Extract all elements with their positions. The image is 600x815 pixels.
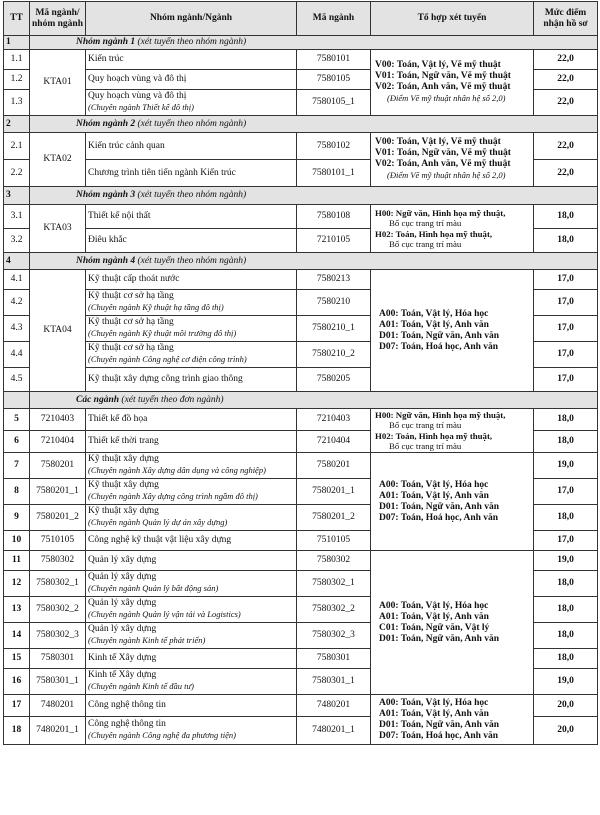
table-row (4, 695, 598, 717)
header-group: Nhóm ngành/Ngành (86, 2, 297, 36)
row-major-code: 7580302_1 (297, 571, 371, 597)
row-tt: 3.2 (4, 229, 30, 253)
row-major-code: 7580201_1 (297, 479, 371, 505)
major-name: Quản lý xây dựng (88, 572, 157, 582)
major-specialization: (Chuyên ngành Kinh tế phát triển) (88, 635, 206, 645)
combo-item: V00: Toán, Vật lý, Vẽ mỹ thuật (375, 137, 501, 147)
row-major-name (86, 505, 297, 531)
combo-item: D01: Toán, Ngữ văn, Anh văn (379, 633, 500, 644)
group-header-row (4, 187, 598, 205)
row-score: 22,0 (534, 160, 598, 187)
row-major-name (86, 571, 297, 597)
combo-item: V01: Toán, Ngữ văn, Vẽ mỹ thuật (375, 71, 511, 81)
row-major-code: 7580201_2 (297, 505, 371, 531)
row-tt: 18 (4, 717, 30, 745)
row-tt: 1.3 (4, 90, 30, 116)
major-name: Kinh tế Xây dựng (88, 670, 157, 680)
group-title (30, 36, 598, 50)
row-code: 7580201_2 (30, 505, 86, 531)
row-tt: 16 (4, 669, 30, 695)
combo-item: A00: Toán, Vật lý, Hóa học (379, 479, 489, 490)
combo-item: D01: Toán, Ngữ văn, Anh văn (379, 501, 500, 512)
major-name: Kỹ thuật xây dựng (88, 506, 159, 516)
row-score: 18,0 (534, 505, 598, 531)
row-major-name (86, 160, 297, 187)
row-major-name (86, 717, 297, 745)
header-score (534, 2, 598, 36)
group-code: KTA01 (30, 50, 86, 116)
major-specialization: (Chuyên ngành Xây dựng dân dụng và công nghiệp) (88, 465, 266, 475)
group-tt: 3 (4, 187, 30, 205)
row-major-name (86, 342, 297, 368)
row-score: 20,0 (534, 695, 598, 717)
group-code: KTA04 (30, 270, 86, 392)
row-score: 18,0 (534, 597, 598, 623)
row-major-code: 7580301 (297, 649, 371, 669)
row-tt: 4.3 (4, 316, 30, 342)
major-name: Quy hoạch vùng và đô thị (88, 91, 187, 101)
combo-item: A01: Toán, Vật lý, Anh văn (379, 611, 489, 622)
row-score: 18,0 (534, 623, 598, 649)
combo-item-text: H02: Toán, Hình họa mỹ thuật, (375, 228, 493, 239)
row-major-code: 7480201 (297, 695, 371, 717)
combo-item: D01: Toán, Ngữ văn, Anh văn (379, 719, 500, 730)
combo-item: D07: Toán, Hoá học, Anh văn (379, 341, 499, 352)
group-header-row (4, 36, 598, 50)
combo-item: V02: Toán, Anh văn, Vẽ mỹ thuật (375, 82, 511, 92)
major-name: Chương trình tiên tiến ngành Kiến trúc (88, 167, 236, 178)
row-major-code: 7580210_1 (297, 316, 371, 342)
major-specialization: (Chuyên ngành Kỹ thuật hạ tầng đô thị) (88, 302, 224, 312)
combo-item: H00: Ngữ văn, Hình họa mỹ thuật, (375, 409, 506, 420)
row-score: 22,0 (534, 90, 598, 116)
row-tt: 10 (4, 531, 30, 551)
row-major-name (86, 205, 297, 229)
row-major-code: 7580101 (297, 50, 371, 70)
group-title (30, 392, 598, 409)
combo-note: (Điểm Vẽ mỹ thuật nhân hệ số 2,0) (387, 93, 506, 103)
row-major-code: 7580302 (297, 551, 371, 571)
group-title-note: (xét tuyển theo nhóm ngành) (135, 190, 247, 200)
major-name: Công nghệ thông tin (88, 700, 166, 710)
group-title-note: (xét tuyển theo nhóm ngành) (135, 37, 247, 47)
row-tt: 4.5 (4, 368, 30, 392)
major-name: Kỹ thuật xây dựng (88, 480, 159, 490)
group-title-text: Nhóm ngành 4 (76, 255, 136, 266)
major-specialization: (Chuyên ngành Công nghệ đa phương tiện) (88, 730, 236, 740)
header-major-code: Mã ngành (297, 2, 371, 36)
row-major-code: 7580102 (297, 133, 371, 160)
row-combos (371, 453, 534, 551)
row-major-name (86, 623, 297, 649)
row-score: 19,0 (534, 669, 598, 695)
row-tt: 2.2 (4, 160, 30, 187)
row-major-name (86, 409, 297, 431)
row-tt: 11 (4, 551, 30, 571)
row-major-name (86, 133, 297, 160)
row-combos (371, 205, 534, 253)
row-score: 18,0 (534, 649, 598, 669)
combo-item-cont: Bố cục trang trí màu (389, 420, 462, 430)
table-row (4, 409, 598, 431)
row-tt: 2.1 (4, 133, 30, 160)
row-score: 18,0 (534, 409, 598, 431)
group-title (30, 187, 598, 205)
combo-item: A01: Toán, Vật lý, Anh văn (379, 708, 489, 719)
row-score: 22,0 (534, 70, 598, 90)
row-tt: 4.4 (4, 342, 30, 368)
row-code: 7510105 (30, 531, 86, 551)
combo-item: A00: Toán, Vật lý, Hóa học (379, 308, 489, 319)
row-major-name (86, 229, 297, 253)
row-score: 17,0 (534, 270, 598, 290)
major-name: Quản lý xây dựng (88, 555, 157, 565)
row-major-code: 7510105 (297, 531, 371, 551)
row-major-code: 7580210 (297, 290, 371, 316)
combo-item: A00: Toán, Vật lý, Hóa học (379, 600, 489, 611)
row-combos (371, 270, 534, 392)
combo-item (375, 229, 492, 239)
major-name: Điêu khắc (88, 235, 127, 245)
combo-item-cont: Bố cục trang trí màu (389, 441, 462, 451)
row-tt: 4.2 (4, 290, 30, 316)
row-major-name (86, 270, 297, 290)
row-major-name (86, 453, 297, 479)
group-header-row (4, 392, 598, 409)
row-combos (371, 50, 534, 116)
row-major-code: 7580108 (297, 205, 371, 229)
row-major-name (86, 479, 297, 505)
row-tt: 15 (4, 649, 30, 669)
header-code-line1: Mã ngành/ (35, 7, 80, 18)
row-major-name (86, 649, 297, 669)
group-title-note: (xét tuyển theo nhóm ngành) (135, 255, 247, 266)
row-major-code: 7580302_3 (297, 623, 371, 649)
row-code: 7210404 (30, 431, 86, 453)
row-major-code: 7580105 (297, 70, 371, 90)
group-title-note: (xét tuyển theo nhóm ngành) (135, 118, 247, 129)
row-score: 17,0 (534, 531, 598, 551)
major-specialization: (Chuyên ngành Kỹ thuật môi trường đô thị) (88, 328, 237, 338)
row-major-name (86, 90, 297, 116)
row-score: 17,0 (534, 290, 598, 316)
combo-item: D07: Toán, Hoá học, Anh văn (379, 512, 499, 523)
row-score: 17,0 (534, 479, 598, 505)
group-tt (4, 392, 30, 409)
table-row (4, 551, 598, 571)
header-combos: Tổ hợp xét tuyển (371, 2, 534, 36)
table-row (4, 205, 598, 229)
group-code: KTA02 (30, 133, 86, 187)
major-name: Kỹ thuật xây dựng công trình giao thông (88, 374, 243, 384)
row-score: 17,0 (534, 342, 598, 368)
row-combos (371, 133, 534, 187)
row-tt: 14 (4, 623, 30, 649)
combo-item: A00: Toán, Vật lý, Hóa học (379, 697, 489, 708)
major-name: Kỹ thuật cơ sở hạ tầng (88, 291, 174, 301)
major-name: Quản lý xây dựng (88, 624, 157, 634)
group-title-text: Nhóm ngành 3 (76, 190, 136, 200)
row-major-code: 7580101_1 (297, 160, 371, 187)
row-tt: 5 (4, 409, 30, 431)
major-name: Quản lý xây dựng (88, 598, 157, 608)
header-score-line2: nhận hồ sơ (543, 18, 588, 29)
major-name: Kiến trúc (88, 54, 124, 64)
row-code: 7580301 (30, 649, 86, 669)
admission-table-container (3, 1, 597, 745)
major-name: Kiến trúc cảnh quan (88, 140, 165, 151)
combo-item-cont: Bố cục trang trí màu (389, 218, 462, 228)
major-name: Kỹ thuật xây dựng (88, 454, 159, 464)
major-specialization: (Chuyên ngành Quản lý bất động sản) (88, 583, 219, 593)
major-name: Kỹ thuật cơ sở hạ tầng (88, 317, 174, 327)
group-tt: 4 (4, 253, 30, 270)
row-score: 18,0 (534, 571, 598, 597)
row-code: 7580201 (30, 453, 86, 479)
table-row (4, 50, 598, 70)
row-tt: 6 (4, 431, 30, 453)
row-major-code: 7210403 (297, 409, 371, 431)
table-row (4, 133, 598, 160)
combo-item: V00: Toán, Vật lý, Vẽ mỹ thuật (375, 60, 501, 70)
header-row (4, 2, 598, 36)
row-major-name (86, 669, 297, 695)
row-major-code: 7210105 (297, 229, 371, 253)
row-score: 20,0 (534, 717, 598, 745)
row-major-name (86, 290, 297, 316)
row-major-name (86, 431, 297, 453)
row-tt: 7 (4, 453, 30, 479)
admission-score-table (3, 1, 598, 745)
combo-item: D07: Toán, Hoá học, Anh văn (379, 730, 499, 741)
group-title-text: Nhóm ngành 1 (76, 37, 136, 47)
group-code: KTA03 (30, 205, 86, 253)
combo-item-text: H00: Ngữ văn, Hình họa mỹ thuật, (375, 207, 506, 218)
combo-item: D01: Toán, Ngữ văn, Anh văn (379, 330, 500, 341)
row-tt: 3.1 (4, 205, 30, 229)
combo-item: H02: Toán, Hình họa mỹ thuật, (375, 430, 493, 441)
row-tt: 12 (4, 571, 30, 597)
major-specialization: (Chuyên ngành Thiết kế đô thị) (88, 102, 194, 112)
row-score: 19,0 (534, 551, 598, 571)
major-name: Quy hoạch vùng và đô thị (88, 74, 187, 84)
row-major-name (86, 368, 297, 392)
row-major-name (86, 316, 297, 342)
row-combos (371, 409, 534, 453)
row-major-code: 7580205 (297, 368, 371, 392)
header-code-line2: nhóm ngành (32, 18, 83, 29)
major-specialization: (Chuyên ngành Quản lý dự án xây dựng) (88, 517, 228, 527)
major-name: Công nghệ kỹ thuật vật liệu xây dựng (88, 535, 232, 545)
row-score: 19,0 (534, 453, 598, 479)
major-name: Thiết kế thời trang (88, 436, 159, 446)
row-major-code: 7580105_1 (297, 90, 371, 116)
combo-note: (Điểm Vẽ mỹ thuật nhân hệ số 2,0) (387, 170, 506, 180)
row-score: 17,0 (534, 316, 598, 342)
row-score: 18,0 (534, 431, 598, 453)
row-major-name (86, 70, 297, 90)
row-major-name (86, 531, 297, 551)
row-major-code: 7580301_1 (297, 669, 371, 695)
combo-item (375, 208, 505, 218)
row-major-name (86, 695, 297, 717)
table-row (4, 270, 598, 290)
row-score: 17,0 (534, 368, 598, 392)
row-tt: 4.1 (4, 270, 30, 290)
row-major-name (86, 597, 297, 623)
combo-item: V01: Toán, Ngữ văn, Vẽ mỹ thuật (375, 148, 511, 158)
row-tt: 8 (4, 479, 30, 505)
row-major-code: 7580302_2 (297, 597, 371, 623)
group-title-text: Các ngành (76, 394, 120, 405)
combo-item-cont: Bố cục trang trí màu (389, 239, 462, 249)
row-code: 7480201_1 (30, 717, 86, 745)
group-header-row (4, 253, 598, 270)
row-score: 18,0 (534, 229, 598, 253)
row-tt: 1.2 (4, 70, 30, 90)
major-name: Kinh tế Xây dựng (88, 653, 157, 663)
combo-item: A01: Toán, Vật lý, Anh văn (379, 490, 489, 501)
row-tt: 13 (4, 597, 30, 623)
row-score: 18,0 (534, 205, 598, 229)
row-code: 7210403 (30, 409, 86, 431)
combo-item: C01: Toán, Ngữ văn, Vật lý (379, 622, 490, 633)
group-tt: 1 (4, 36, 30, 50)
row-code: 7580302_2 (30, 597, 86, 623)
group-title (30, 253, 598, 270)
header-tt: TT (4, 2, 30, 36)
row-code: 7580302_3 (30, 623, 86, 649)
row-code: 7480201 (30, 695, 86, 717)
row-combos (371, 551, 534, 695)
group-tt: 2 (4, 116, 30, 133)
major-specialization: (Chuyên ngành Kinh tế đầu tư) (88, 681, 194, 691)
group-title-text: Nhóm ngành 2 (76, 118, 136, 129)
row-code: 7580201_1 (30, 479, 86, 505)
row-code: 7580302_1 (30, 571, 86, 597)
major-name: Kỹ thuật cấp thoát nước (88, 274, 180, 284)
header-code (30, 2, 86, 36)
group-title-note: (xét tuyển theo đơn ngành) (119, 394, 224, 405)
major-name: Thiết kế đồ họa (88, 414, 148, 424)
row-combos (371, 695, 534, 745)
major-specialization: (Chuyên ngành Công nghệ cơ điện công trình) (88, 354, 247, 364)
group-header-row (4, 116, 598, 133)
major-name: Công nghệ thông tin (88, 719, 166, 729)
major-specialization: (Chuyên ngành Quản lý vận tải và Logistics) (88, 609, 241, 619)
row-tt: 17 (4, 695, 30, 717)
row-tt: 9 (4, 505, 30, 531)
major-name: Thiết kế nội thất (88, 211, 151, 221)
header-score-line1: Mức điểm (544, 7, 587, 18)
row-major-name (86, 551, 297, 571)
row-major-code: 7580213 (297, 270, 371, 290)
row-major-name (86, 50, 297, 70)
row-code: 7580302 (30, 551, 86, 571)
row-major-code: 7480201_1 (297, 717, 371, 745)
major-specialization: (Chuyên ngành Xây dựng công trình ngầm đô thị) (88, 491, 258, 501)
row-tt: 1.1 (4, 50, 30, 70)
group-title (30, 116, 598, 133)
major-name: Kỹ thuật cơ sở hạ tầng (88, 343, 174, 353)
row-major-code: 7580201 (297, 453, 371, 479)
row-code: 7580301_1 (30, 669, 86, 695)
table-row (4, 453, 598, 479)
row-major-code: 7580210_2 (297, 342, 371, 368)
row-score: 22,0 (534, 133, 598, 160)
row-score: 22,0 (534, 50, 598, 70)
combo-item: A01: Toán, Vật lý, Anh văn (379, 319, 489, 330)
combo-item: V02: Toán, Anh văn, Vẽ mỹ thuật (375, 159, 511, 169)
row-major-code: 7210404 (297, 431, 371, 453)
